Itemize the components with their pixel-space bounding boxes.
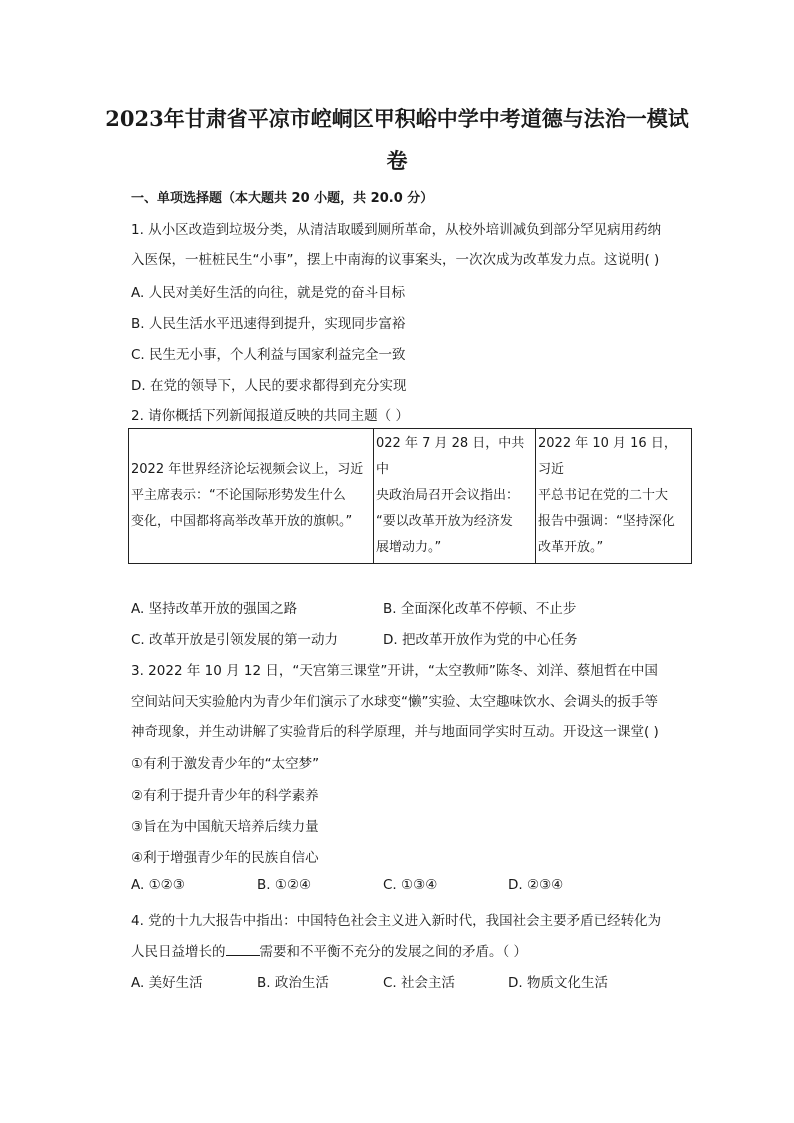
q4-option-c: C. 社会主活 <box>383 975 456 991</box>
q3-option-a: A. ①②③ <box>131 877 185 893</box>
q3-stem-line2: 空间站问天实验舱内为青少年们演示了水球变“懒”实验、太空趣味饮水、会调头的扳手等 <box>131 694 658 710</box>
q4-option-b: B. 政治生活 <box>257 975 329 991</box>
q4-stem-before-blank: 人民日益增长的 <box>131 944 226 960</box>
q1-option-b: B. 人民生活水平迅速得到提升，实现同步富裕 <box>131 316 406 332</box>
section-header: 一、单项选择题（本大题共 20 小题，共 20.0 分） <box>131 191 434 206</box>
exam-title-line1: 2023年甘肃省平凉市崆峒区甲积峪中学中考道德与法治一模试 <box>105 106 689 131</box>
q2-stem: 2. 请你概括下列新闻报道反映的共同主题（ ） <box>131 408 409 424</box>
q1-option-a: A. 人民对美好生活的向往，就是党的奋斗目标 <box>131 285 406 301</box>
answer-blank <box>226 941 260 956</box>
q2-option-d: D. 把改革开放作为党的中心任务 <box>383 632 578 648</box>
q4-option-a: A. 美好生活 <box>131 975 203 991</box>
q4-stem-after-blank: 需要和不平衡不充分的发展之间的矛盾。（ ） <box>259 944 528 960</box>
q3-item-4: ④利于增强青少年的民族自信心 <box>131 850 319 866</box>
q2-option-a: A. 坚持改革开放的强国之路 <box>131 601 298 617</box>
exam-title-line2: 卷 <box>386 148 408 173</box>
table-row <box>129 429 692 564</box>
news-cell-2: 022 年 7 月 28 日，中共中 央政治局召开会议指出： “要以改革开放为经济发 展增动力。” <box>374 429 536 564</box>
q3-item-3: ③旨在为中国航天培养后续力量 <box>131 819 319 835</box>
news-cell-3: 2022 年 10 月 16 日，习近 平总书记在党的二十大 报告中强调：“坚持深化 改革开放。” <box>536 429 692 564</box>
q1-stem-line2: 入医保，一桩桩民生“小事”，摆上中南海的议事案头，一次次成为改革发力点。这说明( ) <box>131 252 660 268</box>
q4-stem-line2 <box>131 940 527 960</box>
q2-option-c: C. 改革开放是引领发展的第一动力 <box>131 632 339 648</box>
q3-stem-line3: 神奇现象，并生动讲解了实验背后的科学原理，并与地面同学实时互动。开设这一课堂( ) <box>131 724 659 740</box>
q3-option-d: D. ②③④ <box>508 877 564 893</box>
q2-option-b: B. 全面深化改革不停顿、不止步 <box>383 601 577 617</box>
q1-option-c: C. 民生无小事，个人利益与国家利益完全一致 <box>131 347 406 363</box>
q4-stem-line1: 4. 党的十九大报告中指出：中国特色社会主义进入新时代，我国社会主要矛盾已经转化为 <box>131 913 662 929</box>
q1-stem-line1: 1. 从小区改造到垃圾分类，从清洁取暖到厕所革命，从校外培训减负到部分罕见病用药纳 <box>131 222 662 238</box>
news-table <box>128 428 692 564</box>
q3-option-c: C. ①③④ <box>383 877 438 893</box>
q3-option-b: B. ①②④ <box>257 877 312 893</box>
q4-option-d: D. 物质文化生活 <box>508 975 608 991</box>
q3-item-1: ①有利于激发青少年的“太空梦” <box>131 756 320 772</box>
news-cell-1: 2022 年世界经济论坛视频会议上，习近 平主席表示：“不论国际形势发生什么 变化，中国都将高举改革开放的旗帜。” <box>129 429 374 564</box>
q1-option-d: D. 在党的领导下，人民的要求都得到充分实现 <box>131 378 407 394</box>
q3-item-2: ②有利于提升青少年的科学素养 <box>131 788 319 804</box>
q3-stem-line1: 3. 2022 年 10 月 12 日，“天宫第三课堂”开讲，“太空教师”陈冬、刘洋、蔡旭哲在中国 <box>131 663 658 679</box>
